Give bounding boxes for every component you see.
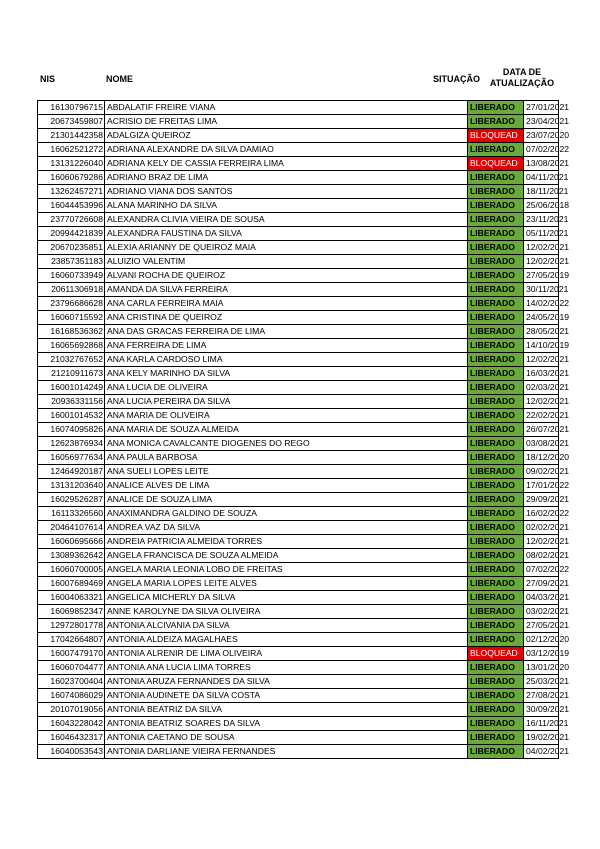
nome-cell: ANTONIA ALRENIR DE LIMA OLIVEIRA xyxy=(105,647,468,661)
situacao-cell: LIBERADO xyxy=(468,185,524,199)
situacao-cell: LIBERADO xyxy=(468,479,524,493)
situacao-cell: LIBERADO xyxy=(468,549,524,563)
table-row xyxy=(38,213,559,227)
situacao-cell: BLOQUEAD xyxy=(468,129,524,143)
nis-cell: 16062521272 xyxy=(38,143,105,157)
nome-cell: ANA MARIA DE SOUZA ALMEIDA xyxy=(105,423,468,437)
situacao-cell: LIBERADO xyxy=(468,227,524,241)
situacao-cell: LIBERADO xyxy=(468,409,524,423)
nis-cell: 21301442358 xyxy=(38,129,105,143)
nis-cell: 16001014249 xyxy=(38,381,105,395)
nome-cell: ABDALATIF FREIRE VIANA xyxy=(105,101,468,115)
data-atualizacao-cell: 05/11/2021 xyxy=(524,227,559,241)
nome-cell: ANGELA MARIA LOPES LEITE ALVES xyxy=(105,577,468,591)
data-atualizacao-cell: 27/09/2021 xyxy=(524,577,559,591)
table-row xyxy=(38,423,559,437)
situacao-cell: LIBERADO xyxy=(468,731,524,745)
nome-cell: ANA LUCIA DE OLIVEIRA xyxy=(105,381,468,395)
nis-cell: 17042664807 xyxy=(38,633,105,647)
data-atualizacao-cell: 03/12/2019 xyxy=(524,647,559,661)
table-row xyxy=(38,703,559,717)
nis-cell: 20673459807 xyxy=(38,115,105,129)
situacao-cell: LIBERADO xyxy=(468,521,524,535)
header-nis: NIS xyxy=(40,74,56,84)
nome-cell: ANA KELY MARINHO DA SILVA xyxy=(105,367,468,381)
nis-cell: 12623876934 xyxy=(38,437,105,451)
situacao-cell: LIBERADO xyxy=(468,675,524,689)
situacao-cell: LIBERADO xyxy=(468,451,524,465)
situacao-cell: LIBERADO xyxy=(468,311,524,325)
nis-cell: 21032767652 xyxy=(38,353,105,367)
table-body xyxy=(38,101,570,759)
situacao-cell: LIBERADO xyxy=(468,633,524,647)
nis-cell: 16074086029 xyxy=(38,689,105,703)
table-row xyxy=(38,353,559,367)
situacao-cell: LIBERADO xyxy=(468,605,524,619)
data-atualizacao-cell: 22/02/2021 xyxy=(524,409,559,423)
nis-cell: 16065692868 xyxy=(38,339,105,353)
situacao-cell: BLOQUEAD xyxy=(468,157,524,171)
situacao-cell: LIBERADO xyxy=(468,703,524,717)
nome-cell: ALEXANDRA CLIVIA VIEIRA DE SOUSA xyxy=(105,213,468,227)
table-row xyxy=(38,269,559,283)
data-atualizacao-cell: 18/11/2021 xyxy=(524,185,559,199)
nome-cell: ACRISIO DE FREITAS LIMA xyxy=(105,115,468,129)
data-atualizacao-cell: 02/03/2021 xyxy=(524,381,559,395)
nome-cell: ANA SUELI LOPES LEITE xyxy=(105,465,468,479)
situacao-cell: LIBERADO xyxy=(468,577,524,591)
situacao-cell: LIBERADO xyxy=(468,717,524,731)
data-atualizacao-cell: 07/02/2022 xyxy=(524,563,559,577)
situacao-cell: LIBERADO xyxy=(468,619,524,633)
nome-cell: ANGELICA MICHERLY DA SILVA xyxy=(105,591,468,605)
table-row xyxy=(38,199,559,213)
data-atualizacao-cell: 18/12/2020 xyxy=(524,451,559,465)
data-atualizacao-cell: 27/01/2021 xyxy=(524,101,559,115)
nome-cell: ADRIANA ALEXANDRE DA SILVA DAMIAO xyxy=(105,143,468,157)
situacao-cell: LIBERADO xyxy=(468,339,524,353)
nis-cell: 13131203640 xyxy=(38,479,105,493)
nis-cell: 16060695666 xyxy=(38,535,105,549)
data-atualizacao-cell: 12/02/2021 xyxy=(524,535,559,549)
table-row xyxy=(38,493,559,507)
nis-cell: 20611306918 xyxy=(38,283,105,297)
beneficiary-table xyxy=(37,100,570,759)
nome-cell: ANA LUCIA PEREIRA DA SILVA xyxy=(105,395,468,409)
nis-cell: 16168536362 xyxy=(38,325,105,339)
data-atualizacao-cell: 04/02/2021 xyxy=(524,745,559,759)
table-row xyxy=(38,507,559,521)
data-atualizacao-cell: 30/09/2021 xyxy=(524,703,559,717)
table-row xyxy=(38,633,559,647)
situacao-cell: LIBERADO xyxy=(468,255,524,269)
header-nome: NOME xyxy=(106,74,133,84)
table-row xyxy=(38,535,559,549)
situacao-cell: LIBERADO xyxy=(468,661,524,675)
nis-cell: 16113326560 xyxy=(38,507,105,521)
table-row xyxy=(38,465,559,479)
table-row xyxy=(38,619,559,633)
table-row xyxy=(38,745,559,759)
table-row xyxy=(38,591,559,605)
nome-cell: ANA MARIA DE OLIVEIRA xyxy=(105,409,468,423)
nome-cell: ALUIZIO VALENTIM xyxy=(105,255,468,269)
data-atualizacao-cell: 25/03/2021 xyxy=(524,675,559,689)
nis-cell: 16074095826 xyxy=(38,423,105,437)
nome-cell: ALANA MARINHO DA SILVA xyxy=(105,199,468,213)
situacao-cell: LIBERADO xyxy=(468,241,524,255)
nome-cell: ANALICE ALVES DE LIMA xyxy=(105,479,468,493)
nome-cell: ADALGIZA QUEIROZ xyxy=(105,129,468,143)
table-row xyxy=(38,647,559,661)
situacao-cell: LIBERADO xyxy=(468,689,524,703)
nis-cell: 16060715592 xyxy=(38,311,105,325)
data-atualizacao-cell: 12/02/2021 xyxy=(524,395,559,409)
situacao-cell: LIBERADO xyxy=(468,199,524,213)
table-row xyxy=(38,115,559,129)
table-row xyxy=(38,325,559,339)
header-data-line2: ATUALIZAÇÃO xyxy=(489,78,555,88)
nis-cell: 23770726608 xyxy=(38,213,105,227)
nome-cell: ANDREIA PATRICIA ALMEIDA TORRES xyxy=(105,535,468,549)
nome-cell: ANALICE DE SOUZA LIMA xyxy=(105,493,468,507)
situacao-cell: LIBERADO xyxy=(468,269,524,283)
data-atualizacao-cell: 02/12/2020 xyxy=(524,633,559,647)
nome-cell: ANTONIA BEATRIZ DA SILVA xyxy=(105,703,468,717)
nome-cell: ALEXIA ARIANNY DE QUEIROZ MAIA xyxy=(105,241,468,255)
nis-cell: 13131226040 xyxy=(38,157,105,171)
data-atualizacao-cell: 13/08/2021 xyxy=(524,157,559,171)
data-atualizacao-cell: 12/02/2021 xyxy=(524,255,559,269)
data-atualizacao-cell: 24/05/2019 xyxy=(524,311,559,325)
data-atualizacao-cell: 27/05/2019 xyxy=(524,269,559,283)
nis-cell: 13089362642 xyxy=(38,549,105,563)
nome-cell: ANTONIA ANA LUCIA LIMA TORRES xyxy=(105,661,468,675)
table-row xyxy=(38,451,559,465)
nome-cell: ALVANI ROCHA DE QUEIROZ xyxy=(105,269,468,283)
table-row xyxy=(38,241,559,255)
table-row xyxy=(38,157,559,171)
nis-cell: 20464107614 xyxy=(38,521,105,535)
data-atualizacao-cell: 28/05/2021 xyxy=(524,325,559,339)
table-row xyxy=(38,143,559,157)
nis-cell: 16040053543 xyxy=(38,745,105,759)
nome-cell: ADRIANA KELY DE CASSIA FERREIRA LIMA xyxy=(105,157,468,171)
data-atualizacao-cell: 23/07/2020 xyxy=(524,129,559,143)
data-atualizacao-cell: 27/05/2021 xyxy=(524,619,559,633)
table-row xyxy=(38,129,559,143)
header-data-line1: DATA DE xyxy=(502,67,542,77)
data-atualizacao-cell: 03/08/2021 xyxy=(524,437,559,451)
situacao-cell: LIBERADO xyxy=(468,101,524,115)
data-atualizacao-cell: 23/11/2021 xyxy=(524,213,559,227)
nome-cell: ANA KARLA CARDOSO LIMA xyxy=(105,353,468,367)
data-atualizacao-cell: 08/02/2021 xyxy=(524,549,559,563)
nome-cell: ANA CARLA FERREIRA MAIA xyxy=(105,297,468,311)
nis-cell: 20670235851 xyxy=(38,241,105,255)
table-row xyxy=(38,731,559,745)
data-atualizacao-cell: 12/02/2021 xyxy=(524,241,559,255)
nome-cell: ANA CRISTINA DE QUEIROZ xyxy=(105,311,468,325)
situacao-cell: LIBERADO xyxy=(468,283,524,297)
table-row xyxy=(38,101,559,115)
nis-cell: 12464920187 xyxy=(38,465,105,479)
nis-cell: 16004063321 xyxy=(38,591,105,605)
nome-cell: ANA MONICA CAVALCANTE DIOGENES DO REGO xyxy=(105,437,468,451)
situacao-cell: BLOQUEAD xyxy=(468,647,524,661)
situacao-cell: LIBERADO xyxy=(468,465,524,479)
nis-cell: 16069852347 xyxy=(38,605,105,619)
nis-cell: 12972801778 xyxy=(38,619,105,633)
table-row xyxy=(38,437,559,451)
nome-cell: ALEXANDRA FAUSTINA DA SILVA xyxy=(105,227,468,241)
nis-cell: 16043228042 xyxy=(38,717,105,731)
nome-cell: ANTONIA ARUZA FERNANDES DA SILVA xyxy=(105,675,468,689)
data-atualizacao-cell: 04/11/2021 xyxy=(524,171,559,185)
data-atualizacao-cell: 16/11/2021 xyxy=(524,717,559,731)
situacao-cell: LIBERADO xyxy=(468,493,524,507)
table-row xyxy=(38,367,559,381)
data-atualizacao-cell: 27/08/2021 xyxy=(524,689,559,703)
situacao-cell: LIBERADO xyxy=(468,745,524,759)
table-row xyxy=(38,395,559,409)
nome-cell: ANTONIA CAETANO DE SOUSA xyxy=(105,731,468,745)
table-row xyxy=(38,297,559,311)
data-atualizacao-cell: 30/11/2021 xyxy=(524,283,559,297)
nome-cell: ADRIANO BRAZ DE LIMA xyxy=(105,171,468,185)
data-atualizacao-cell: 17/01/2022 xyxy=(524,479,559,493)
data-atualizacao-cell: 07/02/2022 xyxy=(524,143,559,157)
nis-cell: 23857351183 xyxy=(38,255,105,269)
nome-cell: ANGELA FRANCISCA DE SOUZA ALMEIDA xyxy=(105,549,468,563)
situacao-cell: LIBERADO xyxy=(468,591,524,605)
nome-cell: ANNE KAROLYNE DA SILVA OLIVEIRA xyxy=(105,605,468,619)
nome-cell: ANTONIA ALDEIZA MAGALHAES xyxy=(105,633,468,647)
data-atualizacao-cell: 16/03/2021 xyxy=(524,367,559,381)
nis-cell: 16060704477 xyxy=(38,661,105,675)
table-row xyxy=(38,409,559,423)
table-row xyxy=(38,339,559,353)
data-atualizacao-cell: 29/09/2021 xyxy=(524,493,559,507)
nis-cell: 21210911673 xyxy=(38,367,105,381)
data-atualizacao-cell: 14/02/2022 xyxy=(524,297,559,311)
situacao-cell: LIBERADO xyxy=(468,563,524,577)
nis-cell: 16060733949 xyxy=(38,269,105,283)
data-atualizacao-cell: 26/07/2021 xyxy=(524,423,559,437)
table-row xyxy=(38,171,559,185)
data-atualizacao-cell: 09/02/2021 xyxy=(524,465,559,479)
data-atualizacao-cell: 13/01/2020 xyxy=(524,661,559,675)
data-atualizacao-cell: 02/02/2021 xyxy=(524,521,559,535)
data-atualizacao-cell: 25/06/2018 xyxy=(524,199,559,213)
data-atualizacao-cell: 03/02/2021 xyxy=(524,605,559,619)
data-atualizacao-cell: 19/02/2021 xyxy=(524,731,559,745)
table-row xyxy=(38,227,559,241)
nome-cell: ANTONIA ALCIVANIA DA SILVA xyxy=(105,619,468,633)
situacao-cell: LIBERADO xyxy=(468,325,524,339)
nis-cell: 16007479170 xyxy=(38,647,105,661)
table-row xyxy=(38,381,559,395)
table-row xyxy=(38,479,559,493)
nis-cell: 16046432317 xyxy=(38,731,105,745)
nis-cell: 16060700005 xyxy=(38,563,105,577)
nome-cell: AMANDA DA SILVA FERREIRA xyxy=(105,283,468,297)
situacao-cell: LIBERADO xyxy=(468,143,524,157)
situacao-cell: LIBERADO xyxy=(468,367,524,381)
nome-cell: ANA DAS GRACAS FERREIRA DE LIMA xyxy=(105,325,468,339)
situacao-cell: LIBERADO xyxy=(468,213,524,227)
data-atualizacao-cell: 12/02/2021 xyxy=(524,353,559,367)
nis-cell: 16029526287 xyxy=(38,493,105,507)
table-row xyxy=(38,255,559,269)
nis-cell: 16007689469 xyxy=(38,577,105,591)
situacao-cell: LIBERADO xyxy=(468,297,524,311)
nome-cell: ANA PAULA BARBOSA xyxy=(105,451,468,465)
table-row xyxy=(38,283,559,297)
nis-cell: 16001014532 xyxy=(38,409,105,423)
header-situacao: SITUAÇÃO xyxy=(433,74,480,84)
nis-cell: 16056977634 xyxy=(38,451,105,465)
table-row xyxy=(38,563,559,577)
nome-cell: ANDREA VAZ DA SILVA xyxy=(105,521,468,535)
data-atualizacao-cell: 23/04/2021 xyxy=(524,115,559,129)
table-row xyxy=(38,185,559,199)
table-row xyxy=(38,311,559,325)
nome-cell: ANA FERREIRA DE LIMA xyxy=(105,339,468,353)
situacao-cell: LIBERADO xyxy=(468,353,524,367)
nis-cell: 20107019056 xyxy=(38,703,105,717)
table-row xyxy=(38,577,559,591)
nis-cell: 16060679286 xyxy=(38,171,105,185)
nis-cell: 20994421839 xyxy=(38,227,105,241)
nis-cell: 13262457271 xyxy=(38,185,105,199)
data-atualizacao-cell: 14/10/2019 xyxy=(524,339,559,353)
table-row xyxy=(38,717,559,731)
table-row xyxy=(38,689,559,703)
situacao-cell: LIBERADO xyxy=(468,535,524,549)
nis-cell: 16023700404 xyxy=(38,675,105,689)
situacao-cell: LIBERADO xyxy=(468,171,524,185)
table-row xyxy=(38,549,559,563)
table-row xyxy=(38,661,559,675)
table-row xyxy=(38,521,559,535)
data-atualizacao-cell: 16/02/2022 xyxy=(524,507,559,521)
nome-cell: ANTONIA BEATRIZ SOARES DA SILVA xyxy=(105,717,468,731)
situacao-cell: LIBERADO xyxy=(468,507,524,521)
nome-cell: ANTONIA DARLIANE VIEIRA FERNANDES xyxy=(105,745,468,759)
nis-cell: 16044453996 xyxy=(38,199,105,213)
table-row xyxy=(38,605,559,619)
nome-cell: ANAXIMANDRA GALDINO DE SOUZA xyxy=(105,507,468,521)
nome-cell: ADRIANO VIANA DOS SANTOS xyxy=(105,185,468,199)
situacao-cell: LIBERADO xyxy=(468,423,524,437)
nome-cell: ANTONIA AUDINETE DA SILVA COSTA xyxy=(105,689,468,703)
situacao-cell: LIBERADO xyxy=(468,115,524,129)
header-data-atualizacao xyxy=(486,67,558,89)
nis-cell: 16130796715 xyxy=(38,101,105,115)
table-row xyxy=(38,675,559,689)
situacao-cell: LIBERADO xyxy=(468,395,524,409)
situacao-cell: LIBERADO xyxy=(468,437,524,451)
nome-cell: ANGELA MARIA LEONIA LOBO DE FREITAS xyxy=(105,563,468,577)
nis-cell: 23796686628 xyxy=(38,297,105,311)
data-atualizacao-cell: 04/03/2021 xyxy=(524,591,559,605)
situacao-cell: LIBERADO xyxy=(468,381,524,395)
nis-cell: 20936331156 xyxy=(38,395,105,409)
